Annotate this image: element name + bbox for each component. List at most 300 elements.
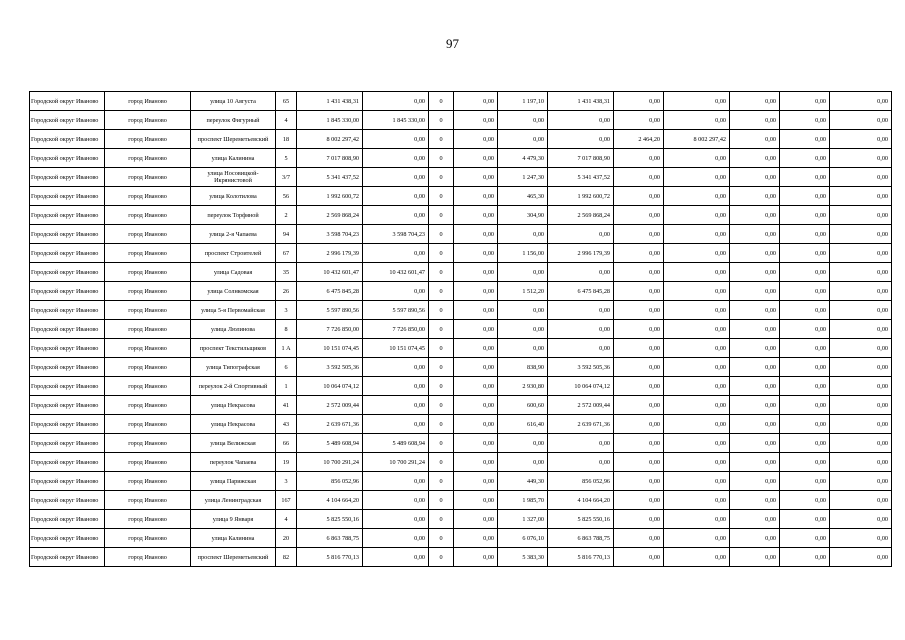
cell-street: улица Носовицкой-Икрянистовой (191, 168, 276, 187)
cell-value-10: 0,00 (780, 339, 830, 358)
cell-city: город Иваново (105, 339, 191, 358)
cell-total-cost: 10 064 074,12 (297, 377, 363, 396)
cell-value-5: 0,00 (498, 339, 548, 358)
cell-street: проспект Текстильщиков (191, 339, 276, 358)
cell-total-cost: 8 002 297,42 (297, 130, 363, 149)
cell-value-8: 0,00 (664, 187, 730, 206)
cell-district: Городской округ Иваново (30, 510, 105, 529)
cell-total-cost: 10 151 074,45 (297, 339, 363, 358)
cell-value-10: 0,00 (780, 415, 830, 434)
cell-value-4: 0,00 (454, 434, 498, 453)
cell-city: город Иваново (105, 130, 191, 149)
cell-value-2: 10 700 291,24 (363, 453, 429, 472)
cell-street: улица Велижская (191, 434, 276, 453)
cell-total-cost: 10 432 601,47 (297, 263, 363, 282)
table-row (30, 130, 892, 149)
cell-value-5: 465,30 (498, 187, 548, 206)
cell-value-6: 2 639 671,36 (548, 415, 614, 434)
cell-value-2: 0,00 (363, 510, 429, 529)
cell-value-10: 0,00 (780, 168, 830, 187)
table-row (30, 168, 892, 187)
cell-value-10: 0,00 (780, 263, 830, 282)
cell-street: улица Калинина (191, 149, 276, 168)
cell-house-number: 167 (276, 491, 297, 510)
cell-value-9: 0,00 (730, 396, 780, 415)
table-row (30, 472, 892, 491)
cell-value-7: 0,00 (614, 491, 664, 510)
cell-value-9: 0,00 (730, 111, 780, 130)
cell-total-cost: 5 489 608,94 (297, 434, 363, 453)
cell-district: Городской округ Иваново (30, 282, 105, 301)
cell-value-9: 0,00 (730, 358, 780, 377)
cell-value-4: 0,00 (454, 472, 498, 491)
cell-value-3: 0 (429, 434, 454, 453)
cell-street: переулок Торфяной (191, 206, 276, 225)
cell-value-7: 0,00 (614, 263, 664, 282)
cell-value-11: 0,00 (830, 301, 892, 320)
cell-value-4: 0,00 (454, 377, 498, 396)
cell-value-4: 0,00 (454, 453, 498, 472)
cell-value-3: 0 (429, 149, 454, 168)
cell-value-2: 0,00 (363, 396, 429, 415)
cell-district: Городской округ Иваново (30, 377, 105, 396)
cell-total-cost: 6 863 788,75 (297, 529, 363, 548)
cell-value-4: 0,00 (454, 206, 498, 225)
cell-street: улица Некрасова (191, 415, 276, 434)
cell-value-3: 0 (429, 282, 454, 301)
cell-value-8: 0,00 (664, 491, 730, 510)
cell-city: город Иваново (105, 377, 191, 396)
cell-house-number: 43 (276, 415, 297, 434)
cell-value-7: 0,00 (614, 529, 664, 548)
cell-value-10: 0,00 (780, 111, 830, 130)
cell-value-10: 0,00 (780, 149, 830, 168)
cell-value-2: 0,00 (363, 529, 429, 548)
cell-value-4: 0,00 (454, 358, 498, 377)
cell-value-5: 2 930,80 (498, 377, 548, 396)
cell-value-3: 0 (429, 225, 454, 244)
cell-total-cost: 5 816 770,13 (297, 548, 363, 567)
cell-value-4: 0,00 (454, 415, 498, 434)
cell-value-11: 0,00 (830, 168, 892, 187)
cell-value-4: 0,00 (454, 244, 498, 263)
table-row (30, 149, 892, 168)
cell-district: Городской округ Иваново (30, 491, 105, 510)
cell-street: улица Парижская (191, 472, 276, 491)
cell-value-5: 0,00 (498, 130, 548, 149)
table-row (30, 548, 892, 567)
cell-value-11: 0,00 (830, 415, 892, 434)
cell-value-11: 0,00 (830, 529, 892, 548)
cell-value-6: 1 431 438,31 (548, 92, 614, 111)
cell-value-4: 0,00 (454, 92, 498, 111)
cell-value-6: 5 825 550,16 (548, 510, 614, 529)
table-row (30, 111, 892, 130)
cell-value-3: 0 (429, 472, 454, 491)
cell-street: улица Калинина (191, 529, 276, 548)
cell-house-number: 26 (276, 282, 297, 301)
cell-value-7: 0,00 (614, 415, 664, 434)
cell-value-9: 0,00 (730, 301, 780, 320)
table-row (30, 301, 892, 320)
cell-city: город Иваново (105, 434, 191, 453)
cell-total-cost: 6 475 845,28 (297, 282, 363, 301)
cell-value-10: 0,00 (780, 377, 830, 396)
cell-total-cost: 1 845 330,00 (297, 111, 363, 130)
cell-value-4: 0,00 (454, 168, 498, 187)
cell-value-6: 10 064 074,12 (548, 377, 614, 396)
cell-value-7: 0,00 (614, 358, 664, 377)
table-row (30, 244, 892, 263)
cell-value-8: 0,00 (664, 358, 730, 377)
cell-value-3: 0 (429, 301, 454, 320)
cell-value-6: 6 475 845,28 (548, 282, 614, 301)
cell-street: улица Ленинградская (191, 491, 276, 510)
cell-value-5: 838,90 (498, 358, 548, 377)
cell-value-7: 0,00 (614, 225, 664, 244)
cell-value-6: 5 816 770,13 (548, 548, 614, 567)
cell-value-9: 0,00 (730, 187, 780, 206)
cell-value-5: 1 247,30 (498, 168, 548, 187)
cell-value-2: 0,00 (363, 130, 429, 149)
cell-value-10: 0,00 (780, 320, 830, 339)
cell-value-9: 0,00 (730, 415, 780, 434)
cell-value-9: 0,00 (730, 244, 780, 263)
cell-value-2: 10 432 601,47 (363, 263, 429, 282)
cell-value-11: 0,00 (830, 510, 892, 529)
cell-value-7: 0,00 (614, 396, 664, 415)
table-row (30, 529, 892, 548)
cell-value-4: 0,00 (454, 149, 498, 168)
cell-total-cost: 5 825 550,16 (297, 510, 363, 529)
cell-value-3: 0 (429, 396, 454, 415)
cell-value-9: 0,00 (730, 320, 780, 339)
cell-value-9: 0,00 (730, 377, 780, 396)
table-row (30, 263, 892, 282)
cell-value-9: 0,00 (730, 263, 780, 282)
cell-value-10: 0,00 (780, 244, 830, 263)
cell-city: город Иваново (105, 187, 191, 206)
cell-city: город Иваново (105, 320, 191, 339)
cell-street: улица Садовая (191, 263, 276, 282)
cell-value-11: 0,00 (830, 396, 892, 415)
cell-value-11: 0,00 (830, 377, 892, 396)
cell-value-10: 0,00 (780, 453, 830, 472)
cell-value-3: 0 (429, 339, 454, 358)
cell-house-number: 3 (276, 472, 297, 491)
cell-value-6: 0,00 (548, 111, 614, 130)
cell-value-8: 0,00 (664, 111, 730, 130)
cell-value-9: 0,00 (730, 225, 780, 244)
cell-house-number: 66 (276, 434, 297, 453)
cell-city: город Иваново (105, 111, 191, 130)
cell-value-8: 0,00 (664, 548, 730, 567)
cell-value-7: 0,00 (614, 301, 664, 320)
cell-district: Городской округ Иваново (30, 529, 105, 548)
table-row (30, 453, 892, 472)
cell-value-9: 0,00 (730, 92, 780, 111)
cell-total-cost: 5 341 437,52 (297, 168, 363, 187)
cell-value-11: 0,00 (830, 187, 892, 206)
cell-value-6: 0,00 (548, 339, 614, 358)
cell-value-3: 0 (429, 320, 454, 339)
cell-value-8: 0,00 (664, 301, 730, 320)
cell-street: улица 9 Января (191, 510, 276, 529)
cell-value-9: 0,00 (730, 339, 780, 358)
cell-city: город Иваново (105, 263, 191, 282)
cell-city: город Иваново (105, 358, 191, 377)
cell-value-5: 0,00 (498, 111, 548, 130)
table-row (30, 491, 892, 510)
cell-house-number: 3 (276, 301, 297, 320)
cell-district: Городской округ Иваново (30, 149, 105, 168)
cell-value-5: 616,40 (498, 415, 548, 434)
cell-value-3: 0 (429, 510, 454, 529)
cell-value-10: 0,00 (780, 396, 830, 415)
cell-house-number: 3/7 (276, 168, 297, 187)
cell-value-3: 0 (429, 377, 454, 396)
cell-house-number: 35 (276, 263, 297, 282)
cell-value-10: 0,00 (780, 472, 830, 491)
cell-value-2: 0,00 (363, 244, 429, 263)
cell-value-5: 0,00 (498, 263, 548, 282)
cell-value-10: 0,00 (780, 92, 830, 111)
cell-value-8: 8 002 297,42 (664, 130, 730, 149)
cell-value-5: 4 479,30 (498, 149, 548, 168)
cell-value-4: 0,00 (454, 529, 498, 548)
cell-value-11: 0,00 (830, 434, 892, 453)
cell-total-cost: 4 104 664,20 (297, 491, 363, 510)
cell-house-number: 4 (276, 510, 297, 529)
cell-value-3: 0 (429, 244, 454, 263)
cell-value-6: 5 341 437,52 (548, 168, 614, 187)
cell-street: переулок 2-й Спортивный (191, 377, 276, 396)
cell-value-5: 6 076,10 (498, 529, 548, 548)
cell-city: город Иваново (105, 491, 191, 510)
cell-house-number: 5 (276, 149, 297, 168)
table-row (30, 377, 892, 396)
cell-value-5: 1 197,10 (498, 92, 548, 111)
cell-value-2: 0,00 (363, 377, 429, 396)
cell-value-5: 1 985,70 (498, 491, 548, 510)
cell-value-10: 0,00 (780, 358, 830, 377)
cell-value-8: 0,00 (664, 92, 730, 111)
cell-value-11: 0,00 (830, 453, 892, 472)
cell-value-8: 0,00 (664, 263, 730, 282)
cell-value-7: 0,00 (614, 282, 664, 301)
cell-district: Городской округ Иваново (30, 92, 105, 111)
cell-value-11: 0,00 (830, 282, 892, 301)
cell-value-10: 0,00 (780, 529, 830, 548)
cell-value-8: 0,00 (664, 510, 730, 529)
cell-district: Городской округ Иваново (30, 358, 105, 377)
cell-district: Городской округ Иваново (30, 396, 105, 415)
cell-street: улица 2-я Чапаева (191, 225, 276, 244)
cell-value-10: 0,00 (780, 491, 830, 510)
cell-total-cost: 856 052,96 (297, 472, 363, 491)
cell-value-11: 0,00 (830, 111, 892, 130)
cell-house-number: 2 (276, 206, 297, 225)
cell-value-5: 5 383,30 (498, 548, 548, 567)
cell-district: Городской округ Иваново (30, 111, 105, 130)
cell-district: Городской округ Иваново (30, 225, 105, 244)
cell-district: Городской округ Иваново (30, 472, 105, 491)
cell-value-11: 0,00 (830, 149, 892, 168)
cell-value-9: 0,00 (730, 206, 780, 225)
cell-house-number: 56 (276, 187, 297, 206)
cell-house-number: 1 А (276, 339, 297, 358)
cell-value-5: 0,00 (498, 225, 548, 244)
cell-value-9: 0,00 (730, 472, 780, 491)
cell-district: Городской округ Иваново (30, 301, 105, 320)
cell-value-6: 856 052,96 (548, 472, 614, 491)
cell-value-2: 0,00 (363, 92, 429, 111)
cell-total-cost: 2 996 179,39 (297, 244, 363, 263)
cell-value-10: 0,00 (780, 548, 830, 567)
cell-city: город Иваново (105, 149, 191, 168)
cell-value-4: 0,00 (454, 187, 498, 206)
cell-value-3: 0 (429, 187, 454, 206)
cell-city: город Иваново (105, 415, 191, 434)
cell-street: проспект Шереметьевский (191, 548, 276, 567)
cell-value-11: 0,00 (830, 130, 892, 149)
cell-city: город Иваново (105, 92, 191, 111)
cell-total-cost: 1 992 600,72 (297, 187, 363, 206)
cell-value-8: 0,00 (664, 339, 730, 358)
cell-value-10: 0,00 (780, 301, 830, 320)
cell-total-cost: 2 639 671,36 (297, 415, 363, 434)
cell-district: Городской округ Иваново (30, 263, 105, 282)
cell-value-7: 0,00 (614, 187, 664, 206)
cell-value-2: 0,00 (363, 415, 429, 434)
cell-value-7: 0,00 (614, 453, 664, 472)
cell-street: улица Некрасова (191, 396, 276, 415)
cell-value-5: 0,00 (498, 434, 548, 453)
cell-value-5: 600,60 (498, 396, 548, 415)
cell-value-6: 4 104 664,20 (548, 491, 614, 510)
cell-value-5: 304,90 (498, 206, 548, 225)
cell-value-3: 0 (429, 548, 454, 567)
cell-value-9: 0,00 (730, 529, 780, 548)
table-row (30, 434, 892, 453)
cell-value-9: 0,00 (730, 434, 780, 453)
cell-value-4: 0,00 (454, 263, 498, 282)
cell-value-4: 0,00 (454, 130, 498, 149)
cell-district: Городской округ Иваново (30, 415, 105, 434)
cell-value-7: 0,00 (614, 206, 664, 225)
cell-value-5: 1 156,00 (498, 244, 548, 263)
cell-value-5: 449,30 (498, 472, 548, 491)
cell-value-11: 0,00 (830, 548, 892, 567)
cell-city: город Иваново (105, 206, 191, 225)
cell-value-4: 0,00 (454, 510, 498, 529)
cell-city: город Иваново (105, 548, 191, 567)
cell-value-8: 0,00 (664, 168, 730, 187)
cell-district: Городской округ Иваново (30, 339, 105, 358)
cell-total-cost: 10 700 291,24 (297, 453, 363, 472)
cell-value-7: 0,00 (614, 92, 664, 111)
cell-value-2: 0,00 (363, 149, 429, 168)
cell-district: Городской округ Иваново (30, 548, 105, 567)
cell-house-number: 94 (276, 225, 297, 244)
cell-city: город Иваново (105, 396, 191, 415)
cell-value-9: 0,00 (730, 149, 780, 168)
cell-district: Городской округ Иваново (30, 434, 105, 453)
cell-value-7: 0,00 (614, 472, 664, 491)
cell-value-8: 0,00 (664, 244, 730, 263)
cell-district: Городской округ Иваново (30, 130, 105, 149)
cell-value-11: 0,00 (830, 491, 892, 510)
cell-value-2: 3 598 704,23 (363, 225, 429, 244)
cell-value-8: 0,00 (664, 472, 730, 491)
housing-repair-table (29, 91, 892, 567)
cell-city: город Иваново (105, 529, 191, 548)
cell-value-9: 0,00 (730, 168, 780, 187)
cell-value-7: 0,00 (614, 510, 664, 529)
table-row (30, 320, 892, 339)
cell-city: город Иваново (105, 244, 191, 263)
cell-value-2: 0,00 (363, 491, 429, 510)
cell-city: город Иваново (105, 453, 191, 472)
cell-value-10: 0,00 (780, 434, 830, 453)
cell-total-cost: 1 431 438,31 (297, 92, 363, 111)
cell-value-2: 0,00 (363, 548, 429, 567)
cell-total-cost: 2 569 868,24 (297, 206, 363, 225)
cell-value-2: 0,00 (363, 187, 429, 206)
cell-value-4: 0,00 (454, 111, 498, 130)
cell-value-6: 0,00 (548, 453, 614, 472)
cell-value-2: 0,00 (363, 472, 429, 491)
cell-value-5: 1 327,00 (498, 510, 548, 529)
cell-value-11: 0,00 (830, 206, 892, 225)
cell-street: улица Солнкомская (191, 282, 276, 301)
table-row (30, 396, 892, 415)
table-row (30, 282, 892, 301)
cell-value-6: 3 592 505,36 (548, 358, 614, 377)
cell-value-4: 0,00 (454, 491, 498, 510)
table-row (30, 92, 892, 111)
cell-district: Городской округ Иваново (30, 168, 105, 187)
cell-value-6: 1 992 600,72 (548, 187, 614, 206)
cell-value-11: 0,00 (830, 263, 892, 282)
cell-value-3: 0 (429, 92, 454, 111)
cell-house-number: 65 (276, 92, 297, 111)
cell-city: город Иваново (105, 510, 191, 529)
cell-value-2: 0,00 (363, 168, 429, 187)
cell-city: город Иваново (105, 472, 191, 491)
cell-value-9: 0,00 (730, 548, 780, 567)
cell-value-5: 1 512,20 (498, 282, 548, 301)
cell-value-2: 10 151 074,45 (363, 339, 429, 358)
cell-house-number: 19 (276, 453, 297, 472)
cell-value-6: 2 569 868,24 (548, 206, 614, 225)
cell-value-7: 0,00 (614, 168, 664, 187)
cell-value-7: 0,00 (614, 339, 664, 358)
cell-street: проспект Шереметьевский (191, 130, 276, 149)
cell-house-number: 20 (276, 529, 297, 548)
cell-value-3: 0 (429, 358, 454, 377)
cell-value-8: 0,00 (664, 396, 730, 415)
cell-value-11: 0,00 (830, 339, 892, 358)
cell-value-6: 0,00 (548, 434, 614, 453)
cell-value-5: 0,00 (498, 301, 548, 320)
cell-value-10: 0,00 (780, 282, 830, 301)
cell-value-8: 0,00 (664, 415, 730, 434)
cell-value-2: 7 726 850,00 (363, 320, 429, 339)
cell-value-9: 0,00 (730, 282, 780, 301)
cell-value-11: 0,00 (830, 472, 892, 491)
cell-value-5: 0,00 (498, 453, 548, 472)
